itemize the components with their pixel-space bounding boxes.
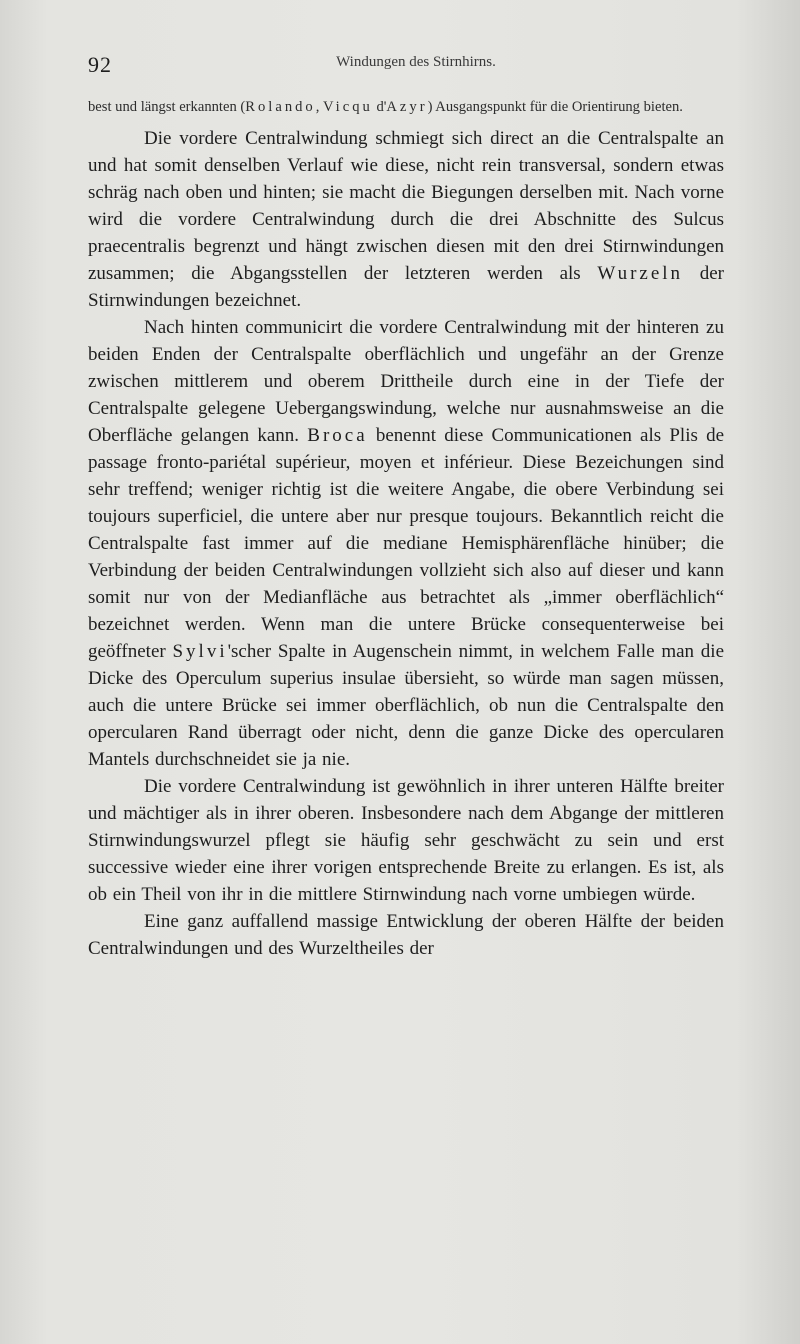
intro-paragraph: best und längst erkannten (Rolando, Vicqu d'Azyr) Ausgangspunkt für die Orientirung bieten.: [88, 99, 683, 115]
spaced-name: Sylvi: [172, 641, 228, 662]
running-title: Windungen des Stirnhirns.: [336, 54, 496, 70]
spaced-name: Azyr: [386, 99, 428, 115]
paragraph-1: Die vordere Centralwindung schmiegt sich direct an die Centralspalte an und hat somit denselben Verlauf wie diese, nicht rein transversal, sondern etwas schräg nach oben und hinten; sie macht die Biegungen derselben mit. Nach vorne wird die vordere Centralwindung durch die drei Abschnitte des Sulcus praecentralis begrenzt und hängt zwischen diesen mit den drei Stirnwindungen zusammen; die Abgangsstellen der letzteren werden als Wurzeln der Stirnwindungen bezeichnet.: [88, 128, 725, 311]
page-header: [88, 52, 724, 82]
spaced-name: Vicqu: [323, 99, 373, 115]
body-text: [88, 95, 724, 962]
spaced-name: Broca: [307, 425, 368, 446]
spaced-term: Wurzeln: [597, 263, 684, 284]
page-number: 92: [88, 52, 112, 77]
paragraph-2: Nach hinten communicirt die vordere Centralwindung mit der hinteren zu beiden Enden der Centralspalte oberflächlich und ungefähr an der Grenze zwischen mittlerem und oberem Drittheile durch eine in der Tiefe der Centralspalte gelegene Uebergangswindung, welche nur ausnahmsweise an die Oberfläche gelangen kann. Broca benennt diese Communicationen als Plis de passage fronto-pariétal supérieur, moyen et inférieur. Diese Bezeichungen sind sehr treffend; weniger richtig ist die weitere Angabe, die obere Verbindung sei toujours superficiel, die untere aber nur presque toujours. Bekanntlich reicht die Centralspalte fast immer auf die mediane Hemisphärenfläche hinüber; die Verbindung der beiden Centralwindungen vollzieht sich also auf dieser und kann somit nur von der Medianfläche aus betrachtet als „immer oberflächlich“ bezeichnet werden. Wenn man die untere Brücke consequenterweise bei geöffneter Sylvi'scher Spalte in Augenschein nimmt, in welchem Falle man die Dicke des Operculum superius insulae übersieht, so würde man sagen müssen, auch die untere Brücke sei immer oberflächlich, ob nun die Centralspalte den opercularen Rand überragt oder nicht, denn die ganze Dicke des opercularen Mantels durchschneidet sie ja nie.: [88, 317, 725, 770]
paragraph-3: Die vordere Centralwindung ist gewöhnlich in ihrer unteren Hälfte breiter und mächtiger als in ihrer oberen. Insbesondere nach dem Abgange der mittleren Stirnwindungswurzel pflegt sie häufig sehr geschwächt zu sein und erst successive wieder eine ihrer vorigen entsprechende Breite zu erlangen. Es ist, als ob ein Theil von ihr in die mittlere Stirnwindung nach vorne umbiegen würde.: [88, 776, 724, 905]
spaced-name: Rolando: [245, 99, 316, 115]
paragraph-4: Eine ganz auffallend massige Entwicklung der oberen Hälfte der beiden Centralwindungen und des Wurzeltheiles der: [88, 911, 724, 959]
